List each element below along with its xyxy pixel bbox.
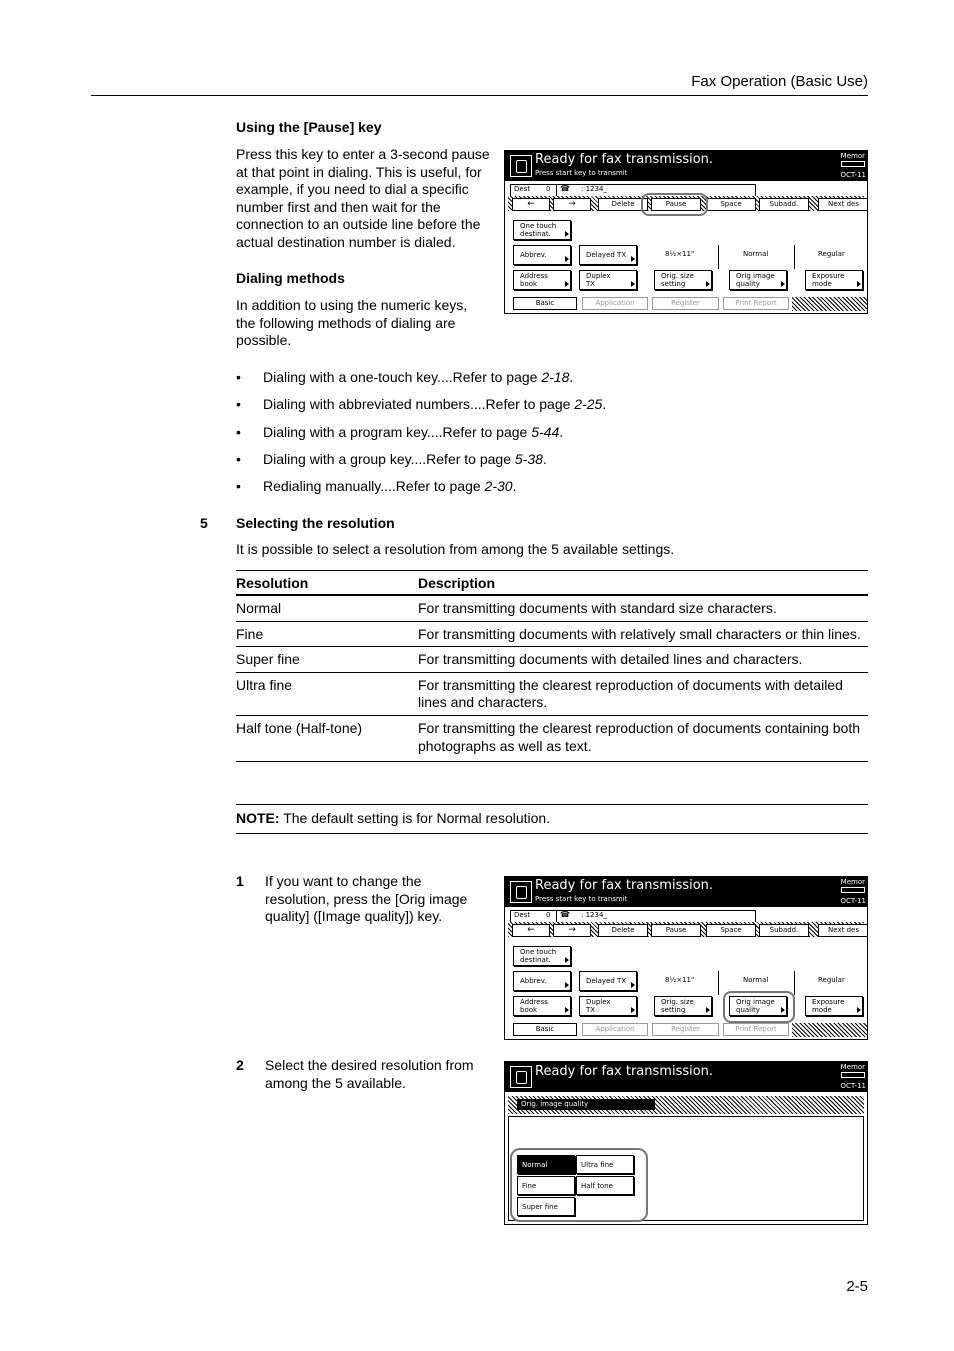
resolution-intro: It is possible to select a resolution from among the 5 available settings.: [236, 541, 675, 557]
table-row: [236, 621, 868, 647]
step-number: 2: [236, 1057, 244, 1073]
table-row: [236, 647, 868, 673]
memory-indicator: Memor: [841, 1063, 865, 1078]
table-cell: For transmitting the clearest reproduction of documents with detailed lines and characters.: [418, 676, 843, 711]
orig-size-button[interactable]: Orig. size setting: [654, 996, 712, 1016]
table-cell: Ultra fine: [236, 676, 293, 693]
fax-panel-quality-select: [504, 1061, 868, 1225]
memory-bar: [841, 161, 865, 167]
delayed-tx-button[interactable]: Delayed TX: [579, 971, 637, 991]
pause-body-line: at that point in dialing. This is useful, for: [236, 163, 482, 180]
pause-body-line: number first and then wait for the: [236, 198, 441, 215]
address-book-button[interactable]: Address book: [513, 996, 571, 1016]
phone-icon: ☎: [560, 184, 570, 193]
space-button[interactable]: Space: [706, 924, 756, 937]
table-row: [236, 715, 868, 761]
super-fine-option[interactable]: Super fine: [517, 1197, 575, 1216]
panel-title: Ready for fax transmission.: [535, 152, 714, 167]
pause-heading: Using the [Pause] key: [236, 119, 382, 135]
subaddress-button[interactable]: Subadd.: [759, 924, 809, 937]
one-touch-button[interactable]: One touch destinat.: [513, 946, 571, 966]
step-1-text: If you want to change the resolution, press the [Orig image quality] ([Image quality]) key.: [265, 873, 468, 925]
duplex-tx-button[interactable]: Duplex TX: [579, 270, 637, 290]
address-book-button[interactable]: Address book: [513, 270, 571, 290]
pause-body-line: example, if you need to dial a specific: [236, 181, 469, 198]
orig-quality-button[interactable]: Orig image quality: [729, 270, 787, 290]
right-arrow-icon[interactable]: →: [553, 924, 591, 937]
fax-icon: [510, 155, 532, 177]
destination-field: Dest 0 ☎ : 1234_: [510, 910, 756, 923]
panel-title-bar: [505, 1062, 867, 1092]
dialing-body-line: In addition to using the numeric keys,: [236, 297, 468, 313]
table-cell: For transmitting the clearest reproduction of documents containing both photographs as well as text.: [418, 719, 861, 754]
panel-subtitle: Press start key to transmit: [535, 895, 628, 903]
dialing-heading: Dialing methods: [236, 270, 345, 286]
step-number: 5: [200, 515, 208, 531]
column-header: Resolution: [236, 575, 309, 591]
next-destination-button[interactable]: Next des: [818, 198, 868, 211]
running-header: Fax Operation (Basic Use): [691, 73, 868, 90]
tab-register[interactable]: Register: [652, 1023, 719, 1036]
table-row: [236, 595, 868, 621]
fine-option[interactable]: Fine: [517, 1176, 575, 1195]
pause-body-line: actual destination number is dialed.: [236, 233, 456, 250]
pause-highlight: [641, 193, 708, 216]
left-arrow-icon[interactable]: ←: [512, 198, 550, 211]
paper-size-value: 8½×11": [665, 976, 695, 984]
quality-value: Normal: [743, 250, 769, 258]
panel-date: OCT-11: [840, 897, 866, 905]
dialing-bullet-list: • Dialing with a one-touch key....Refer to page 2-18. • Dialing with abbreviated numbers....Refer to page 2-25. • Dialing with a program key....Refer to page 5-44. • Dialing with a group key....Refer to page 5-38. • Redialing manually....Refer to page 2-30.: [236, 369, 607, 494]
panel-title: Ready for fax transmission.: [535, 1064, 714, 1079]
table-cell: Fine: [236, 625, 264, 642]
quality-highlight: [723, 991, 795, 1023]
tab-basic[interactable]: Basic: [513, 297, 577, 310]
exposure-mode-button[interactable]: Exposure mode: [805, 996, 863, 1016]
pause-body: [236, 146, 498, 252]
tab-print-report[interactable]: Print Report: [723, 297, 789, 310]
table-header-row: [236, 571, 868, 596]
space-button[interactable]: Space: [706, 198, 756, 211]
fax-icon: [510, 881, 532, 903]
note-text: The default setting is for Normal resolution.: [279, 810, 551, 826]
header-rule: [91, 95, 868, 96]
subaddress-button[interactable]: Subadd.: [759, 198, 809, 211]
tab-application[interactable]: Application: [582, 1023, 648, 1036]
tab-register[interactable]: Register: [652, 297, 719, 310]
right-arrow-icon[interactable]: →: [553, 198, 591, 211]
resolution-heading: Selecting the resolution: [236, 515, 395, 531]
phone-icon: ☎: [560, 910, 570, 919]
step-number: 1: [236, 873, 244, 889]
panel-title-bar: [505, 877, 867, 907]
delayed-tx-button[interactable]: Delayed TX: [579, 245, 637, 265]
delete-button[interactable]: Delete: [598, 924, 648, 937]
panel-date: OCT-11: [840, 1082, 866, 1090]
fax-icon: [510, 1066, 532, 1088]
destination-field: Dest 0 ☎ : 1234_: [510, 184, 756, 197]
panel-title: Ready for fax transmission.: [535, 878, 714, 893]
abbreviated-button[interactable]: Abbrev.: [513, 245, 571, 265]
pause-button[interactable]: Pause: [651, 924, 701, 937]
duplex-tx-button[interactable]: Duplex TX: [579, 996, 637, 1016]
pause-body-line: Press this key to enter a 3-second pause: [236, 146, 490, 162]
left-arrow-icon[interactable]: ←: [512, 924, 550, 937]
dialing-body-line: the following methods of dialing are: [236, 314, 456, 331]
table-cell: For transmitting documents with relatively small characters or thin lines.: [418, 625, 861, 642]
tab-application[interactable]: Application: [582, 297, 648, 310]
section-label: Orig. image quality: [517, 1099, 655, 1110]
dialing-body-line: possible.: [236, 332, 292, 349]
orig-size-button[interactable]: Orig. size setting: [654, 270, 712, 290]
dialing-body: [236, 297, 498, 350]
half-tone-option[interactable]: Half tone: [576, 1176, 634, 1195]
memory-bar: [841, 887, 865, 893]
page-number: 2-5: [846, 1278, 868, 1295]
table-cell: Half tone (Half-tone): [236, 719, 363, 736]
tab-print-report[interactable]: Print Report: [723, 1023, 789, 1036]
tab-basic[interactable]: Basic: [513, 1023, 577, 1036]
one-touch-button[interactable]: One touch destinat.: [513, 220, 571, 240]
quality-value: Normal: [743, 976, 769, 984]
orig-quality-button[interactable]: Orig image quality: [729, 996, 787, 1016]
column-header: Description: [418, 575, 496, 591]
step-2-text: Select the desired resolution from among the 5 available.: [265, 1057, 474, 1091]
table-cell: Normal: [236, 600, 282, 616]
table-cell: Super fine: [236, 651, 300, 668]
panel-date: OCT-11: [840, 171, 866, 179]
exposure-value: Regular: [818, 250, 845, 258]
note-box: [236, 804, 868, 834]
next-destination-button[interactable]: Next des: [818, 924, 868, 937]
normal-option[interactable]: Normal: [517, 1155, 575, 1174]
fax-panel-quality-key: [504, 876, 868, 1040]
fax-panel-pause: [504, 150, 868, 314]
options-highlight: [510, 1148, 648, 1222]
exposure-value: Regular: [818, 976, 845, 984]
abbreviated-button[interactable]: Abbrev.: [513, 971, 571, 991]
table-row: [236, 672, 868, 715]
paper-size-value: 8½×11": [665, 250, 695, 258]
resolution-table: [236, 570, 868, 762]
panel-subtitle: Press start key to transmit: [535, 169, 628, 177]
pause-button[interactable]: Pause: [651, 198, 701, 211]
delete-button[interactable]: Delete: [598, 198, 648, 211]
ultra-fine-option[interactable]: Ultra fine: [576, 1155, 634, 1174]
panel-title-bar: [505, 151, 867, 181]
memory-bar: [841, 1072, 865, 1078]
note-label: NOTE:: [236, 810, 280, 826]
table-cell: For transmitting documents with detailed lines and characters.: [418, 651, 803, 668]
pause-body-line: connection to an outside line before the: [236, 216, 481, 233]
memory-indicator: Memor: [841, 878, 865, 893]
table-cell: For transmitting documents with standard size characters.: [418, 600, 777, 616]
exposure-mode-button[interactable]: Exposure mode: [805, 270, 863, 290]
memory-indicator: Memor: [841, 152, 865, 167]
